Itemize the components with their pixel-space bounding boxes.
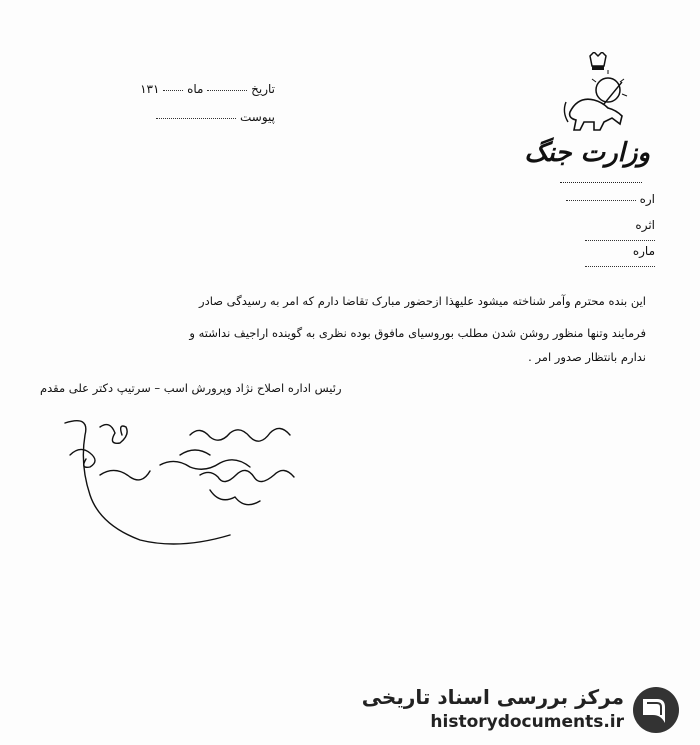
number-dots xyxy=(585,239,655,241)
number-label: اثره xyxy=(635,218,655,232)
attachment-label: پیوست xyxy=(240,110,275,124)
watermark-url: historydocuments.ir xyxy=(430,712,624,732)
reg-dots xyxy=(585,265,655,267)
office-field xyxy=(565,192,655,206)
signature-line: رئیس اداره اصلاح نژاد وپرورش اسب – سرتیپ دکتر علی مقدم xyxy=(40,381,342,395)
number-field xyxy=(565,218,655,246)
body-line-3: ندارم بانتظار صدور امر . xyxy=(528,350,646,364)
reg-field xyxy=(565,244,655,272)
lion-and-sun-emblem-icon xyxy=(560,52,635,137)
month-dots xyxy=(163,89,183,91)
ministry-underline xyxy=(560,182,642,183)
attachment-field xyxy=(150,110,275,124)
attachment-dots xyxy=(156,117,236,119)
office-dots xyxy=(566,199,636,201)
body-line-1: این بنده محترم وآمر شناخته میشود علیهذا ازحضور مبارک تقاضا دارم که امر به رسیدگی صادر xyxy=(199,294,646,308)
date-label: تاریخ xyxy=(251,82,275,96)
date-dots xyxy=(207,89,247,91)
watermark-org-name: مرکز بررسی اسناد تاریخی xyxy=(361,685,624,709)
month-label: ماه xyxy=(187,82,204,96)
date-field xyxy=(110,82,275,96)
body-line-2: فرمایند وتنها منظور روشن شدن مطلب بوروسیای مافوق بوده نظری به گوینده اراجیف نداشته و xyxy=(189,326,646,340)
office-label: اره xyxy=(639,192,655,206)
reg-label: ماره xyxy=(632,244,655,258)
year-value: ۱۳۱ xyxy=(140,82,160,96)
history-documents-logo-icon xyxy=(631,685,681,735)
handwritten-annotation-icon xyxy=(60,415,360,550)
ministry-title: وزارت جنگ xyxy=(524,138,650,168)
